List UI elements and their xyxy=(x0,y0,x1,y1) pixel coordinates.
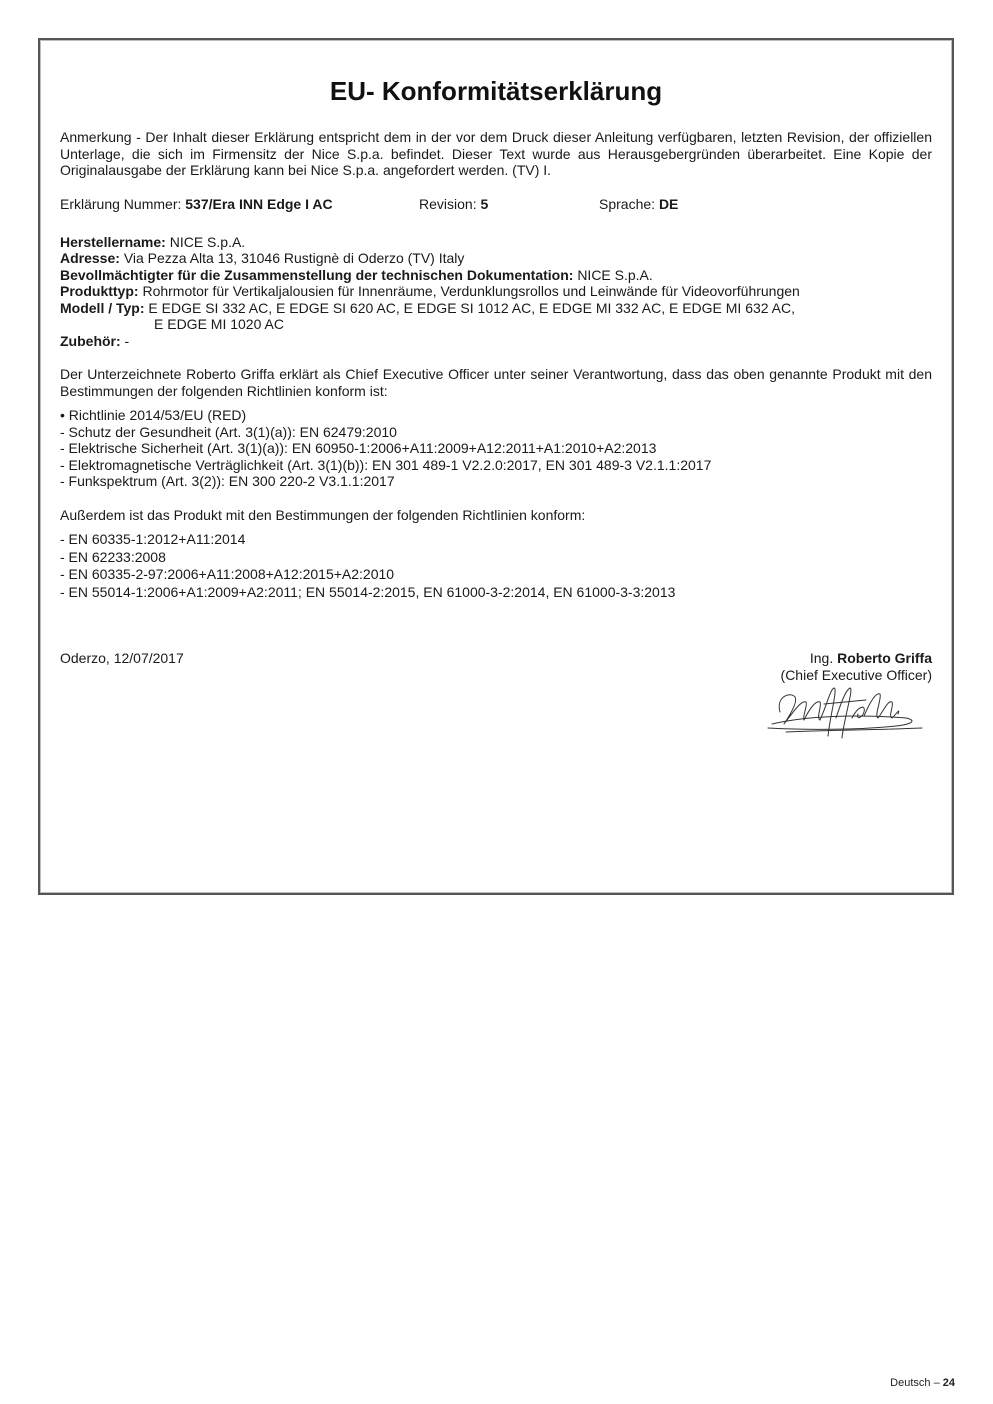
revision-value: 5 xyxy=(480,195,489,212)
handwritten-signature xyxy=(766,678,926,742)
note-paragraph: Anmerkung - Der Inhalt dieser Erklärung entspricht dem in der vor dem Druck dieser Anleitung verfügbaren, letzten Revision, der offiziellen Unterlage, die sich im Firmensitz der Nice S.p.a. befindet. Dieser Text wurde aus Herausgebergründen überarbeitet. Eine Kopie der Originalausgabe der Erklärung kann bei Nice S.p.a. angefordert werden. (TV) I. xyxy=(60,129,932,178)
accessory-line xyxy=(60,333,932,350)
directive-item: • Richtlinie 2014/53/EU (RED) xyxy=(60,407,247,423)
declaration-content xyxy=(60,129,932,740)
directive-item: - Elektromagnetische Verträglichkeit (Art. 3(1)(b)): EN 301 489-1 V2.2.0:2017, EN 301 489-3 V2.1.1:2017 xyxy=(60,456,712,473)
declaration-meta-row xyxy=(60,196,932,213)
signer-prefix: Ing. xyxy=(809,650,834,666)
directive-item: - Elektrische Sicherheit (Art. 3(1)(a)): EN 60950-1:2006+A11:2009+A12:2011+A1:2010+A2:2013 xyxy=(60,440,657,456)
model-value-line1: E EDGE SI 332 AC, E EDGE SI 620 AC, E EDGE SI 1012 AC, E EDGE MI 332 AC, E EDGE MI 632 AC, xyxy=(148,299,796,316)
directives-list xyxy=(60,407,932,490)
declaration-number-label: Erklärung Nummer: xyxy=(60,195,182,212)
producttype-line xyxy=(60,283,932,300)
accessory-label: Zubehör: xyxy=(60,332,121,349)
page-title: EU- Konformitätserklärung xyxy=(329,76,663,106)
producttype-label: Produkttyp: xyxy=(60,283,139,299)
declaration-frame xyxy=(38,38,954,895)
signer-role: (Chief Executive Officer) xyxy=(780,666,932,683)
manufacturer-value: NICE S.p.A. xyxy=(169,233,246,250)
manufacturer-line xyxy=(60,234,932,251)
language xyxy=(599,196,678,213)
manufacturer-label: Herstellername: xyxy=(60,233,166,250)
language-label: Sprache: xyxy=(599,195,656,212)
revision-label: Revision: xyxy=(419,195,477,212)
model-value-line2: E EDGE MI 1020 AC xyxy=(154,316,284,332)
directive-item: - Funkspektrum (Art. 3(2)): EN 300 220-2 V3.1.1:2017 xyxy=(60,473,395,489)
standards-list xyxy=(60,531,932,601)
declaration-number-value: 537/Era INN Edge I AC xyxy=(185,195,333,212)
producttype-value: Rohrmotor für Vertikaljalousien für Innenräume, Verdunklungsrollos und Leinwände für Videovorführungen xyxy=(142,283,800,299)
standard-item: - EN 55014-1:2006+A1:2009+A2:2011; EN 55014-2:2015, EN 61000-3-2:2014, EN 61000-3-3:2013 xyxy=(60,583,676,600)
signer-name: Roberto Griffa xyxy=(837,650,932,666)
declaration-statement: Der Unterzeichnete Roberto Griffa erklärt als Chief Executive Officer unter seiner Verantwortung, dass das oben genannte Produkt mit den Bestimmungen der folgenden Richtlinien konform ist: xyxy=(60,366,932,399)
additional-conformity-text: Außerdem ist das Produkt mit den Bestimmungen der folgenden Richtlinien konform: xyxy=(60,506,586,523)
revision xyxy=(419,196,488,213)
page-footer xyxy=(890,1377,955,1389)
place-date: Oderzo, 12/07/2017 xyxy=(60,650,184,666)
standard-item: - EN 60335-1:2012+A11:2014 xyxy=(60,531,246,547)
signer-name-line xyxy=(781,650,932,667)
declaration-number xyxy=(60,196,333,213)
accessory-value: - xyxy=(124,332,130,349)
model-label: Modell / Typ: xyxy=(60,299,145,316)
authorized-line xyxy=(60,267,932,284)
address-line xyxy=(60,250,932,267)
model-line-continued xyxy=(60,316,932,333)
standard-item: - EN 60335-2-97:2006+A11:2008+A12:2015+A2:2010 xyxy=(60,566,395,582)
standard-item: - EN 62233:2008 xyxy=(60,548,166,565)
model-line xyxy=(60,300,932,317)
language-value: DE xyxy=(658,195,679,212)
address-value: Via Pezza Alta 13, 31046 Rustignè di Oderzo (TV) Italy xyxy=(123,250,465,266)
address-label: Adresse: xyxy=(60,250,120,266)
manufacturer-info xyxy=(60,234,932,350)
directive-item: - Schutz der Gesundheit (Art. 3(1)(a)): EN 62479:2010 xyxy=(60,423,397,440)
authorized-label: Bevollmächtigter für die Zusammenstellung der technischen Dokumentation: xyxy=(60,266,574,283)
footer-language: Deutsch – xyxy=(890,1377,940,1389)
authorized-value: NICE S.p.A. xyxy=(577,266,653,283)
signature-block xyxy=(60,650,932,740)
page-number: 24 xyxy=(942,1377,955,1389)
